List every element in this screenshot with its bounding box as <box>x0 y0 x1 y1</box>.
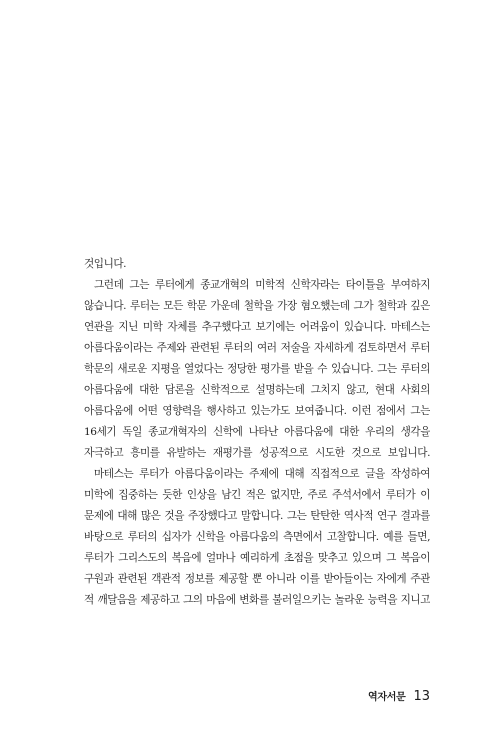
paragraph-line: 그런데 그는 루터에게 종교개혁의 미학적 신학자라는 타이틀을 부여하지 <box>94 279 430 291</box>
page-number: 13 <box>413 689 430 704</box>
paragraph-line: 아름다움이라는 주제와 관련된 루터의 여러 저술을 자세하게 검토하면서 루터 <box>84 342 430 354</box>
body-text <box>84 254 430 611</box>
paragraph-line: 루터가 그리스도의 복음에 얼마나 예리하게 초점을 맞추고 있으며 그 복음이 <box>84 552 430 564</box>
paragraph-line: 미학에 집중하는 듯한 인상을 남긴 적은 없지만, 주로 주석서에서 루터가 이 <box>84 489 430 501</box>
paragraph-line: 아름다움에 어떤 영향력을 행사하고 있는가도 보여줍니다. 이런 점에서 그는 <box>84 405 430 417</box>
paragraph-line: 않습니다. 루터는 모든 학문 가운데 철학을 가장 혐오했는데 그가 철학과 깊은 <box>84 300 430 312</box>
page-footer <box>368 688 430 704</box>
paragraph-line: 마테스는 루터가 아름다움이라는 주제에 대해 직접적으로 글을 작성하여 <box>94 468 430 480</box>
paragraph-line: 자극하고 흥미를 유발하는 재평가를 성공적으로 시도한 것으로 보입니다. <box>84 447 430 459</box>
paragraph-line: 문제에 대해 많은 것을 주장했다고 말합니다. 그는 탄탄한 역사적 연구 결과를 <box>84 510 430 522</box>
paragraph-line: 것입니다. <box>84 258 127 270</box>
paragraph-line: 학문의 새로운 지평을 열었다는 정당한 평가를 받을 수 있습니다. 그는 루터의 <box>84 363 430 375</box>
paragraph-line: 구원과 관련된 객관적 정보를 제공할 뿐 아니라 이를 받아들이는 자에게 주관 <box>84 573 430 585</box>
paragraph-line: 아름다움에 대한 담론을 신학적으로 설명하는데 그치지 않고, 현대 사회의 <box>84 384 430 396</box>
paragraph-line: 16세기 독일 종교개혁자의 신학에 나타난 아름다움에 대한 우리의 생각을 <box>84 426 430 438</box>
paragraph-line: 바탕으로 루터의 십자가 신학을 아름다움의 측면에서 고찰합니다. 예를 들면, <box>84 531 430 543</box>
paragraph-line: 연관을 지닌 미학 자체를 추구했다고 보기에는 어려움이 있습니다. 마테스는 <box>84 321 430 333</box>
running-head: 역자서문 <box>368 692 406 703</box>
paragraph-line: 적 깨달음을 제공하고 그의 마음에 변화를 불러일으키는 놀라운 능력을 지니고 <box>84 594 430 606</box>
